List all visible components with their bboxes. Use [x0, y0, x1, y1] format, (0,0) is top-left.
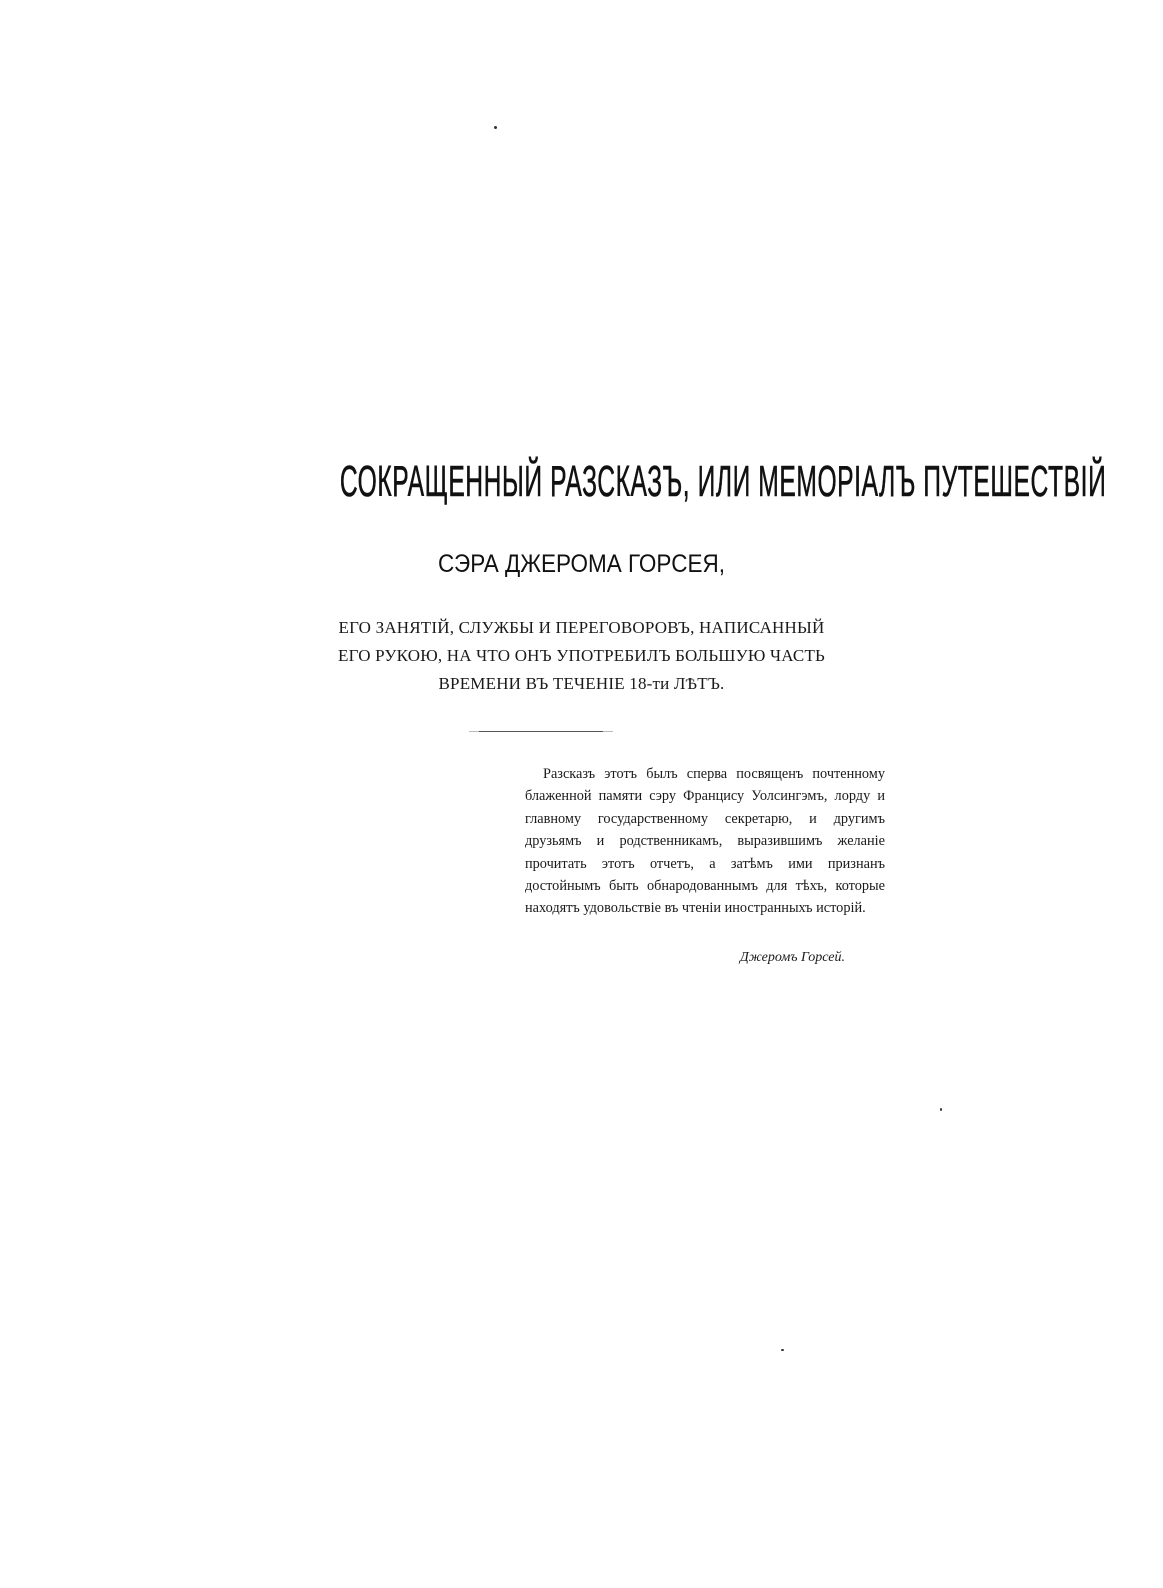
ink-speck — [940, 1108, 942, 1111]
ink-speck — [494, 126, 497, 129]
description-line: ЕГО РУКОЮ, НА ЧТО ОНЪ УПОТРЕБИЛЪ БОЛЬШУЮ ЧАСТЬ — [338, 646, 825, 665]
divider-rule — [479, 731, 603, 732]
title: СОКРАЩЕННЫЙ РАЗСКАЗЪ, ИЛИ МЕМОРIАЛЪ ПУТЕШЕСТВIЙ — [339, 457, 1107, 506]
description — [230, 614, 933, 698]
epigraph: Разсказъ этотъ былъ сперва посвященъ почтенному блаженной памяти сэру Францису Уолсингэмъ, лорду и главному государственному секретарю, и другимъ друзьямъ и родственникамъ, выразившимъ желанiе прочитать этотъ отчетъ, а затѣмъ ими признанъ достойнымъ быть обнародованнымъ для тѣхъ, которые находятъ удовольствiе въ чтенiи иностранныхъ исторiй. — [525, 766, 885, 917]
description-line: ВРЕМЕНИ ВЪ ТЕЧЕНIЕ 18-ти ЛѢТЪ. — [438, 674, 725, 693]
signature: Джеромъ Горсей. — [739, 950, 845, 965]
subtitle: СЭРА ДЖЕРОМА ГОРСЕЯ, — [438, 550, 725, 578]
ink-speck — [781, 1349, 784, 1351]
description-line: ЕГО ЗАНЯТIЙ, СЛУЖБЫ И ПЕРЕГОВОРОВЪ, НАПИСАННЫЙ — [338, 618, 825, 637]
